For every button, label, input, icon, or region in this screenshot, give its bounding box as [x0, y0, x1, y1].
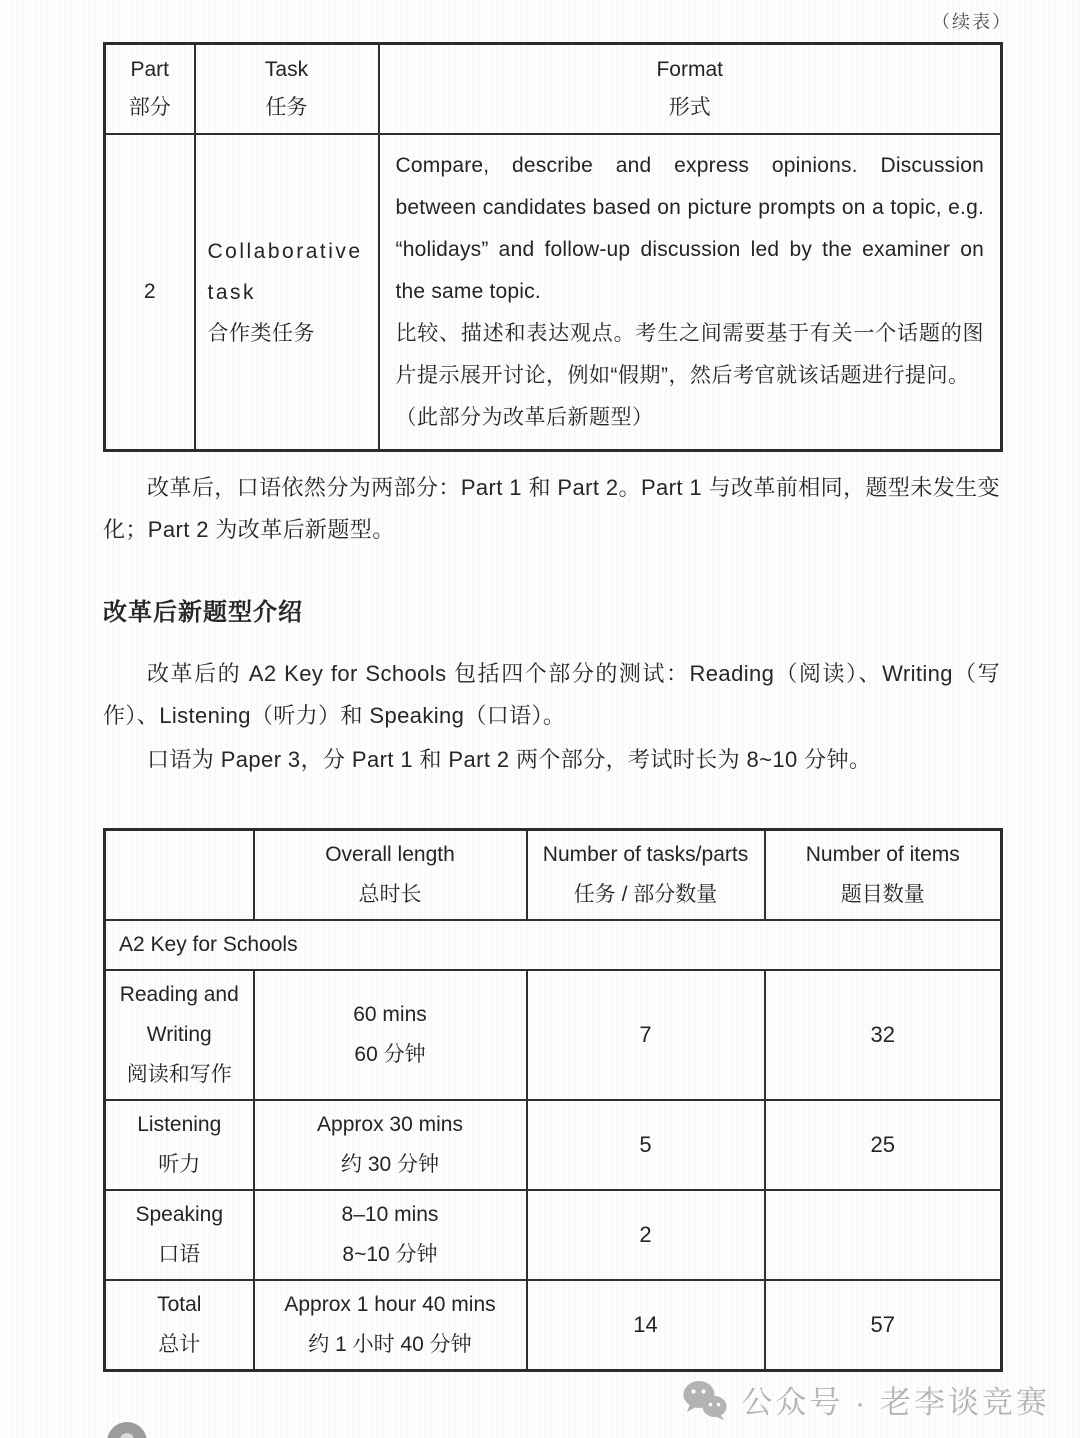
header-overall-length-en: Overall length [325, 843, 455, 866]
row-name [105, 970, 254, 1100]
row-tasks-count: 14 [527, 1280, 765, 1371]
header-part-en: Part [130, 58, 169, 81]
watermark-text: 公众号 · 老李谈竞赛 [741, 1385, 1050, 1420]
table-row-listening [105, 1100, 1002, 1190]
row-tasks-count: 2 [527, 1190, 765, 1280]
row-items-count [765, 1190, 1002, 1280]
task-name-en: Collaborative task [207, 239, 363, 304]
page-number-bubble [107, 1422, 147, 1438]
section-heading: 改革后新题型介绍 [103, 599, 303, 626]
row-name-line: 听力 [158, 1153, 201, 1176]
table-header-row [105, 830, 1002, 921]
row-length-en: 60 mins [353, 1003, 427, 1026]
format-description-zh: 比较、描述和表达观点。考生之间需要基于有关一个话题的图片提示展开讨论，例如“假期”，然后考官就该话题进行提问。 [395, 322, 984, 387]
row-tasks-count: 7 [527, 970, 765, 1100]
row-length-zh: 约 30 分钟 [340, 1153, 440, 1176]
table-header-row [105, 44, 1002, 135]
row-length-zh: 约 1 小时 40 分钟 [308, 1333, 472, 1356]
row-length-zh: 60 分钟 [354, 1043, 426, 1066]
header-format-zh: 形式 [668, 96, 711, 119]
header-task [195, 44, 379, 135]
row-items-count: 57 [765, 1280, 1002, 1371]
row-name-line: 阅读和写作 [126, 1063, 232, 1086]
header-format [379, 44, 1002, 135]
page-content [103, 42, 1000, 1372]
header-overall-length-zh: 总时长 [358, 883, 422, 906]
row-items-count: 32 [765, 970, 1002, 1100]
header-overall-length [254, 830, 527, 921]
cell-format [379, 134, 1002, 451]
row-length [254, 970, 527, 1100]
header-items-en: Number of items [805, 843, 960, 866]
row-tasks-count: 5 [527, 1100, 765, 1190]
format-note: （此部分为改革后新题型） [395, 406, 654, 429]
cell-part-number: 2 [105, 134, 195, 451]
header-part [105, 44, 195, 135]
header-task-en: Task [264, 58, 309, 81]
header-format-en: Format [656, 58, 723, 81]
row-length-en: Approx 1 hour 40 mins [284, 1293, 496, 1316]
wechat-watermark [683, 1377, 1050, 1422]
paragraph-reform-summary: 改革后，口语依然分为两部分：Part 1 和 Part 2。Part 1 与改革前相同，题型未发生变化；Part 2 为改革后新题型。 [103, 475, 1000, 542]
task-name-zh: 合作类任务 [207, 321, 315, 345]
row-name-line: Writing [146, 1023, 212, 1046]
table-row-reading-writing [105, 970, 1002, 1100]
group-row-label: A2 Key for Schools [105, 920, 1002, 970]
row-name [105, 1190, 254, 1280]
row-length [254, 1280, 527, 1371]
paragraph-paper3: 口语为 Paper 3，分 Part 1 和 Part 2 两个部分，考试时长为 8~10 分钟。 [147, 747, 872, 772]
wechat-icon [683, 1380, 727, 1420]
row-name-line: Reading and [119, 983, 239, 1006]
header-tasks-parts-en: Number of tasks/parts [542, 843, 749, 866]
row-name [105, 1100, 254, 1190]
row-name-line: 口语 [158, 1243, 201, 1266]
header-part-zh: 部分 [128, 96, 171, 119]
speaking-format-table [103, 42, 1003, 452]
paragraph-four-parts: 改革后的 A2 Key for Schools 包括四个部分的测试：Reading（阅读）、Writing（写作）、Listening（听力）和 Speaking（口语）。 [103, 661, 1000, 728]
header-items-zh: 题目数量 [840, 883, 925, 906]
header-tasks-parts-zh: 任务 / 部分数量 [573, 883, 718, 906]
header-task-zh: 任务 [265, 96, 308, 119]
row-length-en: 8–10 mins [341, 1203, 439, 1226]
row-length [254, 1100, 527, 1190]
exam-overview-table [103, 828, 1003, 1372]
row-name-line: Speaking [135, 1203, 224, 1226]
format-description-en: Compare, describe and express opinions. Discussion between candidates based on picture prompts on a topic, e.g. “holidays” and follow-up discussion led by the examiner on the same topic. [395, 154, 984, 303]
row-name [105, 1280, 254, 1371]
header-empty [105, 830, 254, 921]
row-length-zh: 8~10 分钟 [342, 1243, 438, 1266]
row-name-line: Total [157, 1293, 202, 1316]
header-tasks-parts [527, 830, 765, 921]
row-length-en: Approx 30 mins [317, 1113, 463, 1136]
row-name-line: 总计 [158, 1333, 201, 1356]
table-row-speaking [105, 1190, 1002, 1280]
row-name-line: Listening [137, 1113, 222, 1136]
row-length [254, 1190, 527, 1280]
table-row [105, 134, 1002, 451]
cell-task [195, 134, 379, 451]
table-row-total [105, 1280, 1002, 1371]
table-group-row [105, 920, 1002, 970]
row-items-count: 25 [765, 1100, 1002, 1190]
header-items [765, 830, 1002, 921]
continued-table-label: （续表） [932, 12, 1012, 32]
